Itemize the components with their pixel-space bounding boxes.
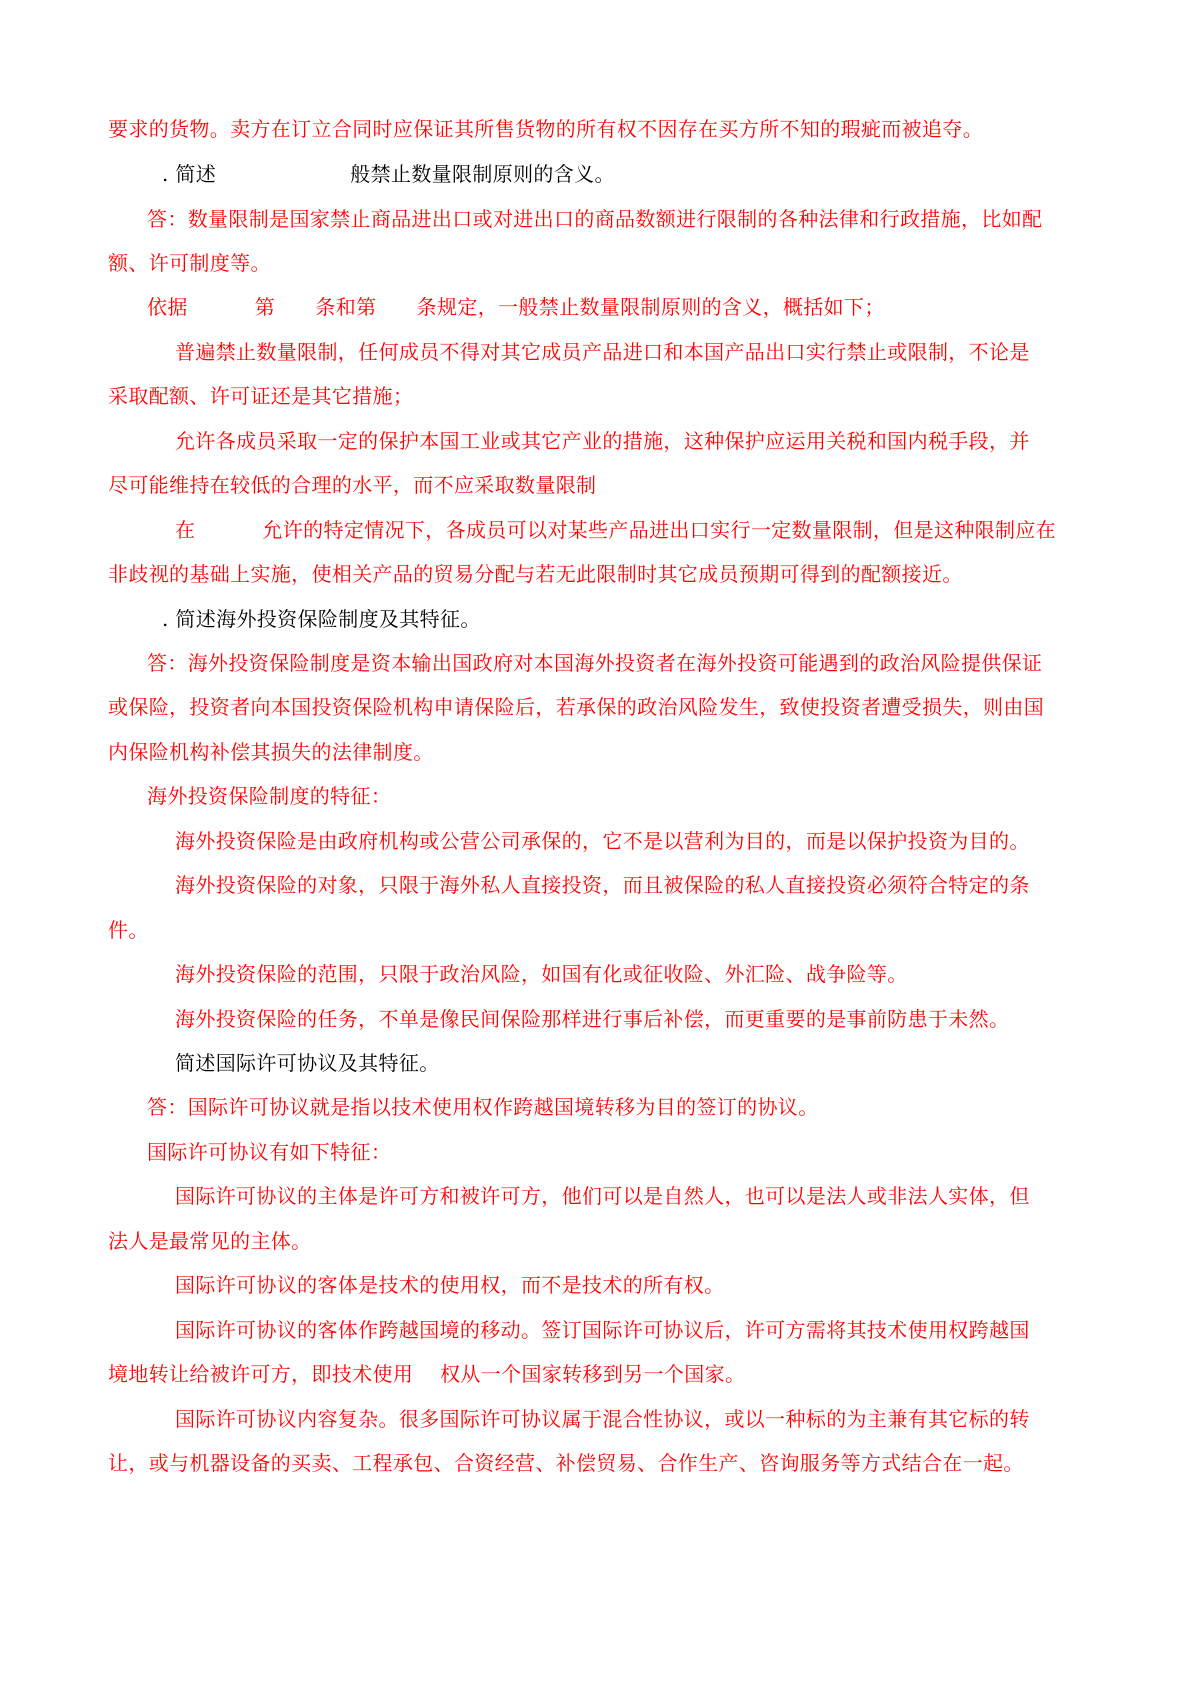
question-heading: 简述国际许可协议及其特征。 bbox=[175, 1051, 440, 1075]
paragraph-line: 尽可能维持在较低的合理的水平，而不应采取数量限制 bbox=[108, 473, 597, 497]
paragraph-line: 非歧视的基础上实施，使相关产品的贸易分配与若无此限制时其它成员预期可得到的配额接近。 bbox=[108, 562, 963, 586]
paragraph-line: 普遍禁止数量限制，任何成员不得对其它成员产品进口和本国产品出口实行禁止或限制，不论是 bbox=[175, 340, 1030, 364]
paragraph-line: 海外投资保险制度的特征： bbox=[147, 784, 392, 808]
paragraph-line: 境地转让给被许可方，即技术使用 权从一个国家转移到另一个国家。 bbox=[108, 1362, 746, 1386]
answer-line: 答：国际许可协议就是指以技术使用权作跨越国境转移为目的签订的协议。 bbox=[147, 1095, 819, 1119]
question-heading: . 简述海外投资保险制度及其特征。 bbox=[162, 607, 481, 631]
paragraph-line: 国际许可协议的客体是技术的使用权，而不是技术的所有权。 bbox=[175, 1273, 725, 1297]
paragraph-line: 海外投资保险是由政府机构或公营公司承保的，它不是以营利为目的，而是以保护投资为目的。 bbox=[175, 829, 1030, 853]
paragraph-line: 件。 bbox=[108, 918, 149, 942]
paragraph-line: 要求的货物。卖方在订立合同时应保证其所售货物的所有权不因存在买方所不知的瑕疵而被追夺。 bbox=[108, 117, 984, 141]
question-heading: . 简述 般禁止数量限制原则的含义。 bbox=[162, 162, 615, 186]
paragraph-line: 国际许可协议的主体是许可方和被许可方，他们可以是自然人，也可以是法人或非法人实体，但 bbox=[175, 1184, 1030, 1208]
answer-line: 答：海外投资保险制度是资本输出国政府对本国海外投资者在海外投资可能遇到的政治风险提供保证 bbox=[147, 651, 1043, 675]
paragraph-line: 额、许可制度等。 bbox=[108, 251, 271, 275]
paragraph-line: 国际许可协议的客体作跨越国境的移动。签订国际许可协议后，许可方需将其技术使用权跨越国 bbox=[175, 1318, 1030, 1342]
paragraph-line: 依据 第 条和第 条规定，一般禁止数量限制原则的含义，概括如下； bbox=[147, 295, 885, 319]
paragraph-line: 允许各成员采取一定的保护本国工业或其它产业的措施，这种保护应运用关税和国内税手段，并 bbox=[175, 429, 1030, 453]
paragraph-line: 海外投资保险的任务，不单是像民间保险那样进行事后补偿，而更重要的是事前防患于未然。 bbox=[175, 1007, 1010, 1031]
paragraph-line: 海外投资保险的对象，只限于海外私人直接投资，而且被保险的私人直接投资必须符合特定的条 bbox=[175, 873, 1030, 897]
paragraph-line: 国际许可协议内容复杂。很多国际许可协议属于混合性协议，或以一种标的为主兼有其它标的转 bbox=[175, 1407, 1030, 1431]
answer-line: 答：数量限制是国家禁止商品进出口或对进出口的商品数额进行限制的各种法律和行政措施，比如配 bbox=[147, 207, 1043, 231]
paragraph-line: 国际许可协议有如下特征： bbox=[147, 1140, 392, 1164]
paragraph-line: 采取配额、许可证还是其它措施； bbox=[108, 384, 414, 408]
paragraph-line: 海外投资保险的范围，只限于政治风险，如国有化或征收险、外汇险、战争险等。 bbox=[175, 962, 908, 986]
paragraph-line: 内保险机构补偿其损失的法律制度。 bbox=[108, 740, 434, 764]
paragraph-line: 在 允许的特定情况下，各成员可以对某些产品进出口实行一定数量限制，但是这种限制应在 bbox=[175, 518, 1057, 542]
paragraph-line: 让，或与机器设备的买卖、工程承包、合资经营、补偿贸易、合作生产、咨询服务等方式结合在一起。 bbox=[108, 1451, 1024, 1475]
paragraph-line: 法人是最常见的主体。 bbox=[108, 1229, 312, 1253]
paragraph-line: 或保险，投资者向本国投资保险机构申请保险后，若承保的政治风险发生，致使投资者遭受损失，则由国 bbox=[108, 695, 1045, 719]
